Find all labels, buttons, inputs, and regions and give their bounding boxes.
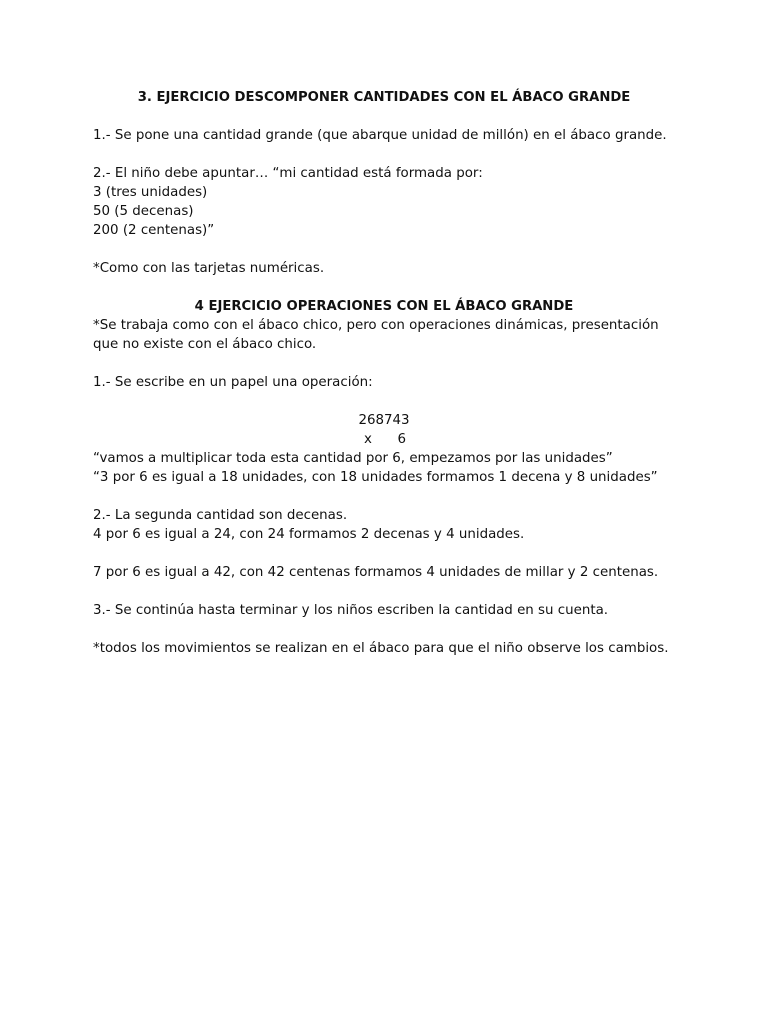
section-3-title: 3. EJERCICIO DESCOMPONER CANTIDADES CON EL ÁBACO GRANDE bbox=[137, 90, 631, 105]
section-3-item-tens: 50 (5 decenas) bbox=[93, 204, 194, 219]
section-4-title: 4 EJERCICIO OPERACIONES CON EL ÁBACO GRANDE bbox=[194, 299, 574, 314]
section-3-step-2: 2.- El niño debe apuntar… “mi cantidad está formada por: bbox=[93, 166, 483, 181]
section-4-step-2b: 7 por 6 es igual a 42, con 42 centenas formamos 4 unidades de millar y 2 centenas. bbox=[93, 565, 659, 580]
spacer bbox=[93, 107, 675, 126]
spacer bbox=[93, 544, 675, 563]
section-4-note: *todos los movimientos se realizan en el ábaco para que el niño observe los cambios. bbox=[93, 641, 669, 656]
section-3-step-1: 1.- Se pone una cantidad grande (que abarque unidad de millón) en el ábaco grande. bbox=[93, 128, 667, 143]
section-4-step-1: 1.- Se escribe en un papel una operación: bbox=[93, 375, 373, 390]
spacer bbox=[93, 620, 675, 639]
section-4-step-2-detail: 4 por 6 es igual a 24, con 24 formamos 2 decenas y 4 unidades. bbox=[93, 527, 525, 542]
document-body bbox=[93, 88, 675, 658]
spacer bbox=[93, 240, 675, 259]
operation-multiplier: 6 bbox=[397, 432, 406, 447]
section-3-note: *Como con las tarjetas numéricas. bbox=[93, 261, 325, 276]
section-4-quote-2: “3 por 6 es igual a 18 unidades, con 18 unidades formamos 1 decena y 8 unidades” bbox=[93, 470, 658, 485]
section-3-item-units: 3 (tres unidades) bbox=[93, 185, 208, 200]
operation-operator: x bbox=[364, 432, 372, 447]
spacer bbox=[93, 354, 675, 373]
spacer bbox=[93, 278, 675, 297]
spacer bbox=[93, 582, 675, 601]
spacer bbox=[93, 392, 675, 411]
section-4-step-2: 2.- La segunda cantidad son decenas. bbox=[93, 508, 348, 523]
operation-multiplier-underlined bbox=[361, 430, 409, 449]
section-4-quote-1: “vamos a multiplicar toda esta cantidad por 6, empezamos por las unidades” bbox=[93, 451, 613, 466]
spacer bbox=[93, 145, 675, 164]
section-3-item-hundreds: 200 (2 centenas)” bbox=[93, 223, 215, 238]
operation-multiplier-row bbox=[93, 430, 675, 449]
spacer bbox=[93, 487, 675, 506]
section-4-intro: *Se trabaja como con el ábaco chico, pero con operaciones dinámicas, presentación que no existe con el ábaco chico. bbox=[93, 318, 659, 352]
multiplication-operation bbox=[93, 411, 675, 449]
section-4-step-3: 3.- Se continúa hasta terminar y los niños escriben la cantidad en su cuenta. bbox=[93, 603, 609, 618]
operation-multiplicand: 268743 bbox=[358, 413, 410, 428]
